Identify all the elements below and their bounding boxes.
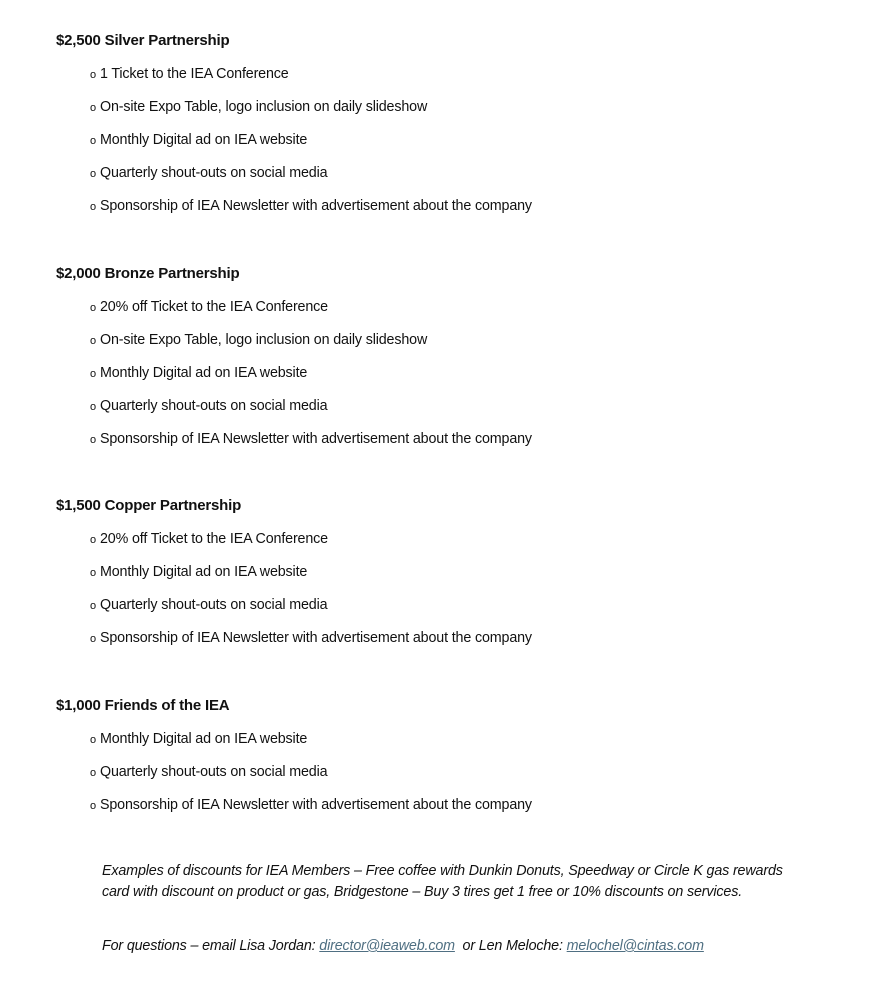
benefit-list: [56, 64, 532, 229]
list-item: [56, 97, 532, 130]
bullet-icon: o: [90, 401, 96, 413]
contact-middle: or Len Meloche:: [454, 938, 567, 954]
tier-friends: [56, 696, 532, 828]
contact-prefix: For questions – email Lisa Jordan:: [102, 938, 320, 954]
bullet-icon: o: [90, 600, 96, 612]
list-item: [56, 64, 532, 97]
item-text: Sponsorship of IEA Newsletter with advertisement about the company: [99, 630, 532, 646]
email-link-director[interactable]: director@ieaweb.com: [319, 938, 455, 954]
discounts-note: Examples of discounts for IEA Members – Free coffee with Dunkin Donuts, Speedway or Circle K gas rewards card with discount on product or gas, Bridgestone – Buy 3 tires get 1 free or 10% discounts on services.: [102, 863, 783, 900]
benefit-list: [56, 729, 532, 828]
item-text: Sponsorship of IEA Newsletter with advertisement about the company: [99, 797, 532, 813]
list-item: [56, 529, 532, 562]
bullet-icon: o: [90, 201, 96, 213]
tier-heading: $2,000 Bronze Partnership: [56, 265, 240, 282]
item-text: Monthly Digital ad on IEA website: [99, 132, 308, 148]
bullet-icon: o: [90, 302, 96, 314]
item-text: Quarterly shout-outs on social media: [99, 597, 328, 613]
list-item: [56, 363, 532, 396]
list-item: [56, 628, 532, 661]
tier-copper: [56, 496, 532, 661]
bullet-icon: o: [90, 567, 96, 579]
tier-heading: $2,500 Silver Partnership: [56, 32, 230, 49]
item-text: On-site Expo Table, logo inclusion on daily slideshow: [99, 99, 428, 115]
tier-silver: [56, 31, 532, 229]
benefit-list: [56, 297, 532, 462]
list-item: [56, 330, 532, 363]
item-text: Monthly Digital ad on IEA website: [99, 731, 308, 747]
item-text: Quarterly shout-outs on social media: [99, 398, 328, 414]
bullet-icon: o: [90, 135, 96, 147]
list-item: [56, 762, 532, 795]
list-item: [56, 163, 532, 196]
item-text: Monthly Digital ad on IEA website: [99, 564, 308, 580]
bullet-icon: o: [90, 102, 96, 114]
bullet-icon: o: [90, 368, 96, 380]
list-item: [56, 595, 532, 628]
tier-heading: $1,500 Copper Partnership: [56, 497, 242, 514]
list-item: [56, 429, 532, 462]
contact-line: [102, 936, 792, 957]
list-item: [56, 196, 532, 229]
item-text: 20% off Ticket to the IEA Conference: [99, 299, 328, 315]
bullet-icon: o: [90, 633, 96, 645]
bullet-icon: o: [90, 335, 96, 347]
list-item: [56, 297, 532, 330]
item-text: Sponsorship of IEA Newsletter with advertisement about the company: [99, 198, 532, 214]
item-text: Quarterly shout-outs on social media: [99, 165, 328, 181]
item-text: Monthly Digital ad on IEA website: [99, 365, 308, 381]
bullet-icon: o: [90, 434, 96, 446]
bullet-icon: o: [90, 734, 96, 746]
tier-heading: $1,000 Friends of the IEA: [56, 697, 230, 714]
item-text: 1 Ticket to the IEA Conference: [99, 66, 289, 82]
bullet-icon: o: [90, 767, 96, 779]
list-item: [56, 562, 532, 595]
tier-bronze: [56, 264, 532, 462]
list-item: [56, 729, 532, 762]
list-item: [56, 130, 532, 163]
item-text: 20% off Ticket to the IEA Conference: [99, 531, 328, 547]
bullet-icon: o: [90, 534, 96, 546]
bullet-icon: o: [90, 69, 96, 81]
list-item: [56, 795, 532, 828]
item-text: On-site Expo Table, logo inclusion on daily slideshow: [99, 332, 428, 348]
benefit-list: [56, 529, 532, 661]
list-item: [56, 396, 532, 429]
email-link-meloche[interactable]: melochel@cintas.com: [566, 938, 704, 954]
item-text: Sponsorship of IEA Newsletter with advertisement about the company: [99, 431, 532, 447]
bullet-icon: o: [90, 800, 96, 812]
item-text: Quarterly shout-outs on social media: [99, 764, 328, 780]
bullet-icon: o: [90, 168, 96, 180]
